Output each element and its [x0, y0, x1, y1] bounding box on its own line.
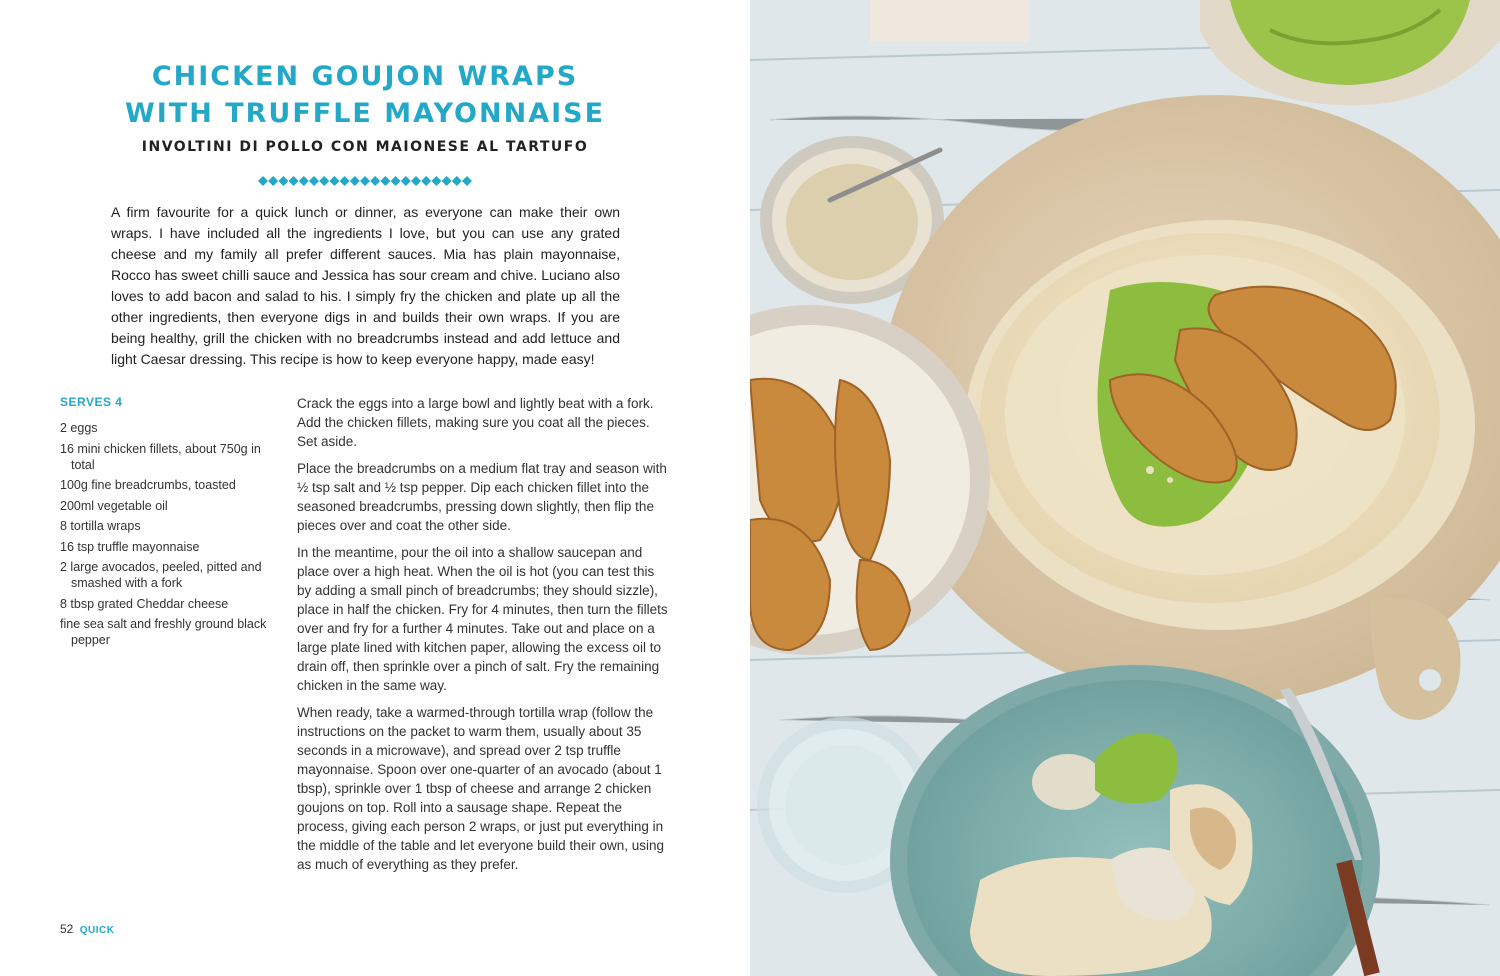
ingredient-item: 16 mini chicken fillets, about 750g in total	[60, 441, 261, 472]
ingredient-item: 100g fine breadcrumbs, toasted	[60, 478, 236, 492]
divider-diamond	[421, 176, 431, 186]
ingredient-item: 2 large avocados, peeled, pitted and smashed with a fork	[60, 560, 262, 590]
divider-diamond	[350, 176, 360, 186]
divider-diamond	[391, 176, 401, 186]
divider-diamond	[329, 176, 339, 186]
method-steps	[297, 394, 669, 882]
divider-diamond	[278, 176, 288, 186]
ingredient-item: 8 tortilla wraps	[60, 519, 141, 533]
recipe-title	[0, 58, 730, 132]
divider-diamond	[319, 176, 329, 186]
ingredient-item: 16 tsp truffle mayonnaise	[60, 539, 200, 554]
divider-diamond	[258, 176, 268, 186]
divider-diamond	[442, 176, 452, 186]
divider-diamond	[309, 176, 319, 186]
divider-diamond	[289, 176, 299, 186]
divider-diamond	[380, 176, 390, 186]
method-step: When ready, take a warmed-through tortilla wrap (follow the instructions on the packet to warm them, usually about 35 seconds in a microwave), and spread over 2 tsp truffle mayonnaise. Spoon over one-quarter of an avocado (about 1 tbsp), sprinkle over 1 tbsp of cheese and arrange 2 chicken goujons on top. Roll into a sausage shape. Repeat the process, giving each person 2 wraps, or just put everything in the middle of the table and let everyone build their own, using as much of everything as they prefer.	[297, 705, 664, 872]
divider-diamond	[268, 176, 278, 186]
divider-diamond	[431, 176, 441, 186]
ingredient-item: 200ml vegetable oil	[60, 498, 168, 513]
page-number: 52	[60, 922, 74, 936]
divider-diamond	[360, 176, 370, 186]
right-page	[750, 0, 1500, 976]
divider-diamond	[401, 176, 411, 186]
method-step: Place the breadcrumbs on a medium flat tray and season with ½ tsp salt and ½ tsp pepper. Dip each chicken fillet into the seasoned breadcrumbs, pressing down slightly, then flip the pieces over and coat the other side.	[297, 461, 667, 533]
title-line-1: CHICKEN GOUJON WRAPS	[151, 61, 579, 92]
serves-label: SERVES 4	[60, 395, 123, 409]
divider-diamond	[299, 176, 309, 186]
divider-diamond	[340, 176, 350, 186]
recipe-intro: A firm favourite for a quick lunch or dinner, as everyone can make their own wraps. I have included all the ingredients I love, but you can use any grated cheese and my family all prefer different sauces. Mia has plain mayonnaise, Rocco has sweet chilli sauce and Jessica has sour cream and chive. Luciano also loves to add bacon and salad to his. I simply fry the chicken and plate up all the other ingredients, then everyone digs in and builds their own wraps. If you are being healthy, grill the chicken with no breadcrumbs instead and add lettuce and light Caesar dressing. This recipe is how to keep everyone happy, made easy!	[111, 204, 620, 367]
method-step: In the meantime, pour the oil into a shallow saucepan and place over a high heat. When the oil is hot (you can test this by adding a small pinch of breadcrumbs; they should sizzle), place in half the chicken. Fry for 4 minutes, then turn the fillets over and fry for a further 4 minutes. Take out and place on a large plate lined with kitchen paper, allowing the excess oil to drain off, then sprinkle over a pinch of salt. Fry the remaining chicken in the same way.	[297, 545, 668, 693]
divider-diamond	[462, 176, 472, 186]
recipe-subtitle: INVOLTINI DI POLLO CON MAIONESE AL TARTUFO	[141, 139, 589, 155]
ingredient-item: fine sea salt and freshly ground black pepper	[60, 617, 267, 647]
method-step: Crack the eggs into a large bowl and lightly beat with a fork. Add the chicken fillets, making sure you coat all the pieces. Set aside.	[297, 396, 654, 449]
ingredient-list	[60, 420, 270, 653]
food-photo	[750, 0, 1500, 976]
title-line-2: WITH TRUFFLE MAYONNAISE	[124, 98, 606, 129]
divider-diamond	[370, 176, 380, 186]
ingredient-item: 2 eggs	[60, 421, 98, 435]
section-name: QUICK	[79, 925, 115, 936]
divider-diamond	[452, 176, 462, 186]
ingredient-item: 8 tbsp grated Cheddar cheese	[60, 596, 229, 611]
napkin	[870, 0, 1030, 42]
page-footer	[60, 922, 114, 936]
divider-diamond	[411, 176, 421, 186]
diamond-divider	[258, 176, 472, 186]
